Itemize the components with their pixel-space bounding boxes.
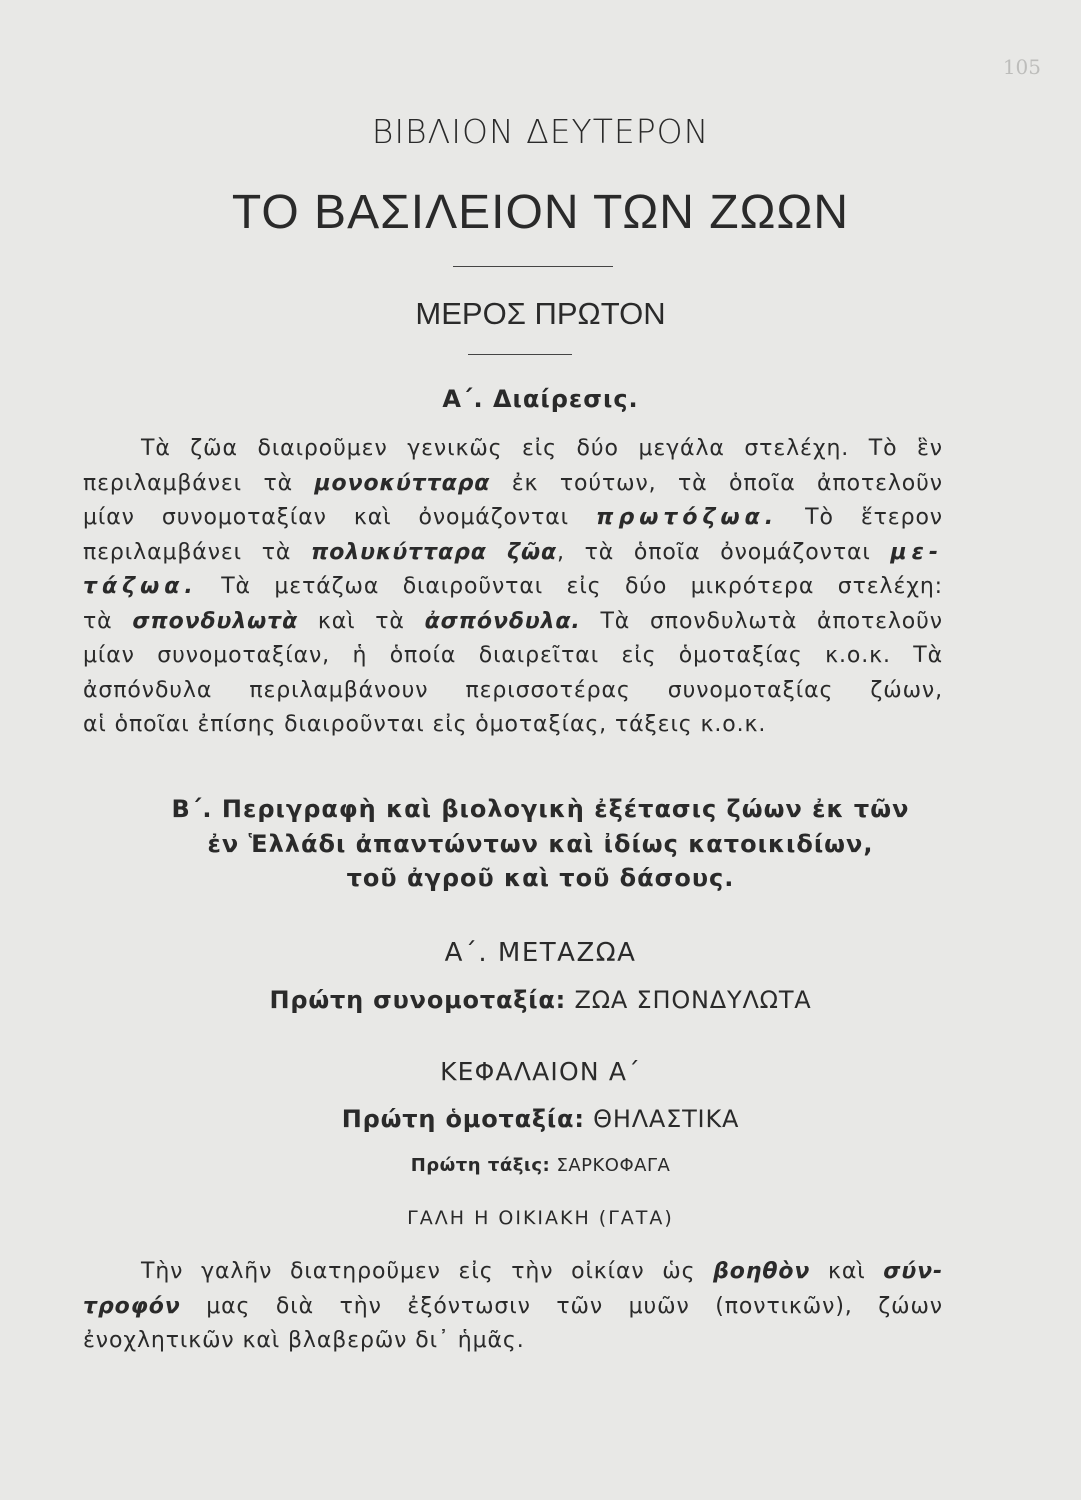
text-line: τὰ σπονδυλωτὰ καὶ τὰ ἀσπόνδυλα. Τὰ σπονδυλωτὰ ἀποτελοῦν xyxy=(83,608,943,634)
class-heading: Πρώτη ὁμοταξία: ΘΗΛΑΣΤΙΚΑ xyxy=(341,1105,740,1133)
chapter-heading: ΚΕΦΑΛΑΙΟΝ Α΄ xyxy=(440,1057,641,1086)
text-line: περιλαμβάνει τὰ πολυκύτταρα ζῶα, τὰ ὁποῖα ὀνομάζονται με- xyxy=(83,539,944,565)
text-line: περιλαμβάνει τὰ μονοκύτταρα ἐκ τούτων, τὰ ὁποῖα ἀποτελοῦν xyxy=(83,470,943,496)
page-number: 105 xyxy=(1002,55,1041,79)
cat-paragraph xyxy=(83,1255,943,1359)
divider-rule xyxy=(468,354,572,355)
animal-title: ΓΑΛΗ Η ΟΙΚΙΑΚΗ (ΓΑΤΑ) xyxy=(407,1207,674,1229)
division-paragraph xyxy=(83,432,943,743)
section-b-heading: Β΄. Περιγραφὴ καὶ βιολογικὴ ἐξέτασις ζώων ἐκ τῶν ἐν Ἑλλάδι ἀπαντώντων καὶ ἰδίως κατοικιδίων, τοῦ ἀγροῦ καὶ τοῦ δάσους. xyxy=(171,795,910,892)
text-line: αἱ ὁποῖαι ἐπίσης διαιροῦνται εἰς ὁμοταξίας, τάξεις κ.ο.κ. xyxy=(83,712,767,737)
text-line: ἀσπόνδυλα περιλαμβάνουν περισσοτέρας συνομοταξίας ζώων, xyxy=(83,677,943,703)
text-line: μίαν συνομοταξίαν καὶ ὀνομάζονται πρωτόζωα. Τὸ ἕτερον xyxy=(83,505,943,530)
text-line: ἐνοχλητικῶν καὶ βλαβερῶν δι᾽ ἡμᾶς. xyxy=(83,1328,525,1353)
kingdom-title: ΤΟ ΒΑΣΙΛΕΙΟΝ ΤΩΝ ΖΩΩΝ xyxy=(231,186,850,239)
order-heading: Πρώτη τάξις: ΣΑΡΚΟΦΑΓΑ xyxy=(410,1155,671,1176)
text-line: Τὴν γαλῆν διατηροῦμεν εἰς τὴν οἰκίαν ὡς βοηθὸν καὶ σύν- xyxy=(141,1259,943,1284)
text-line: τάζωα. Τὰ μετάζωα διαιροῦνται εἰς δύο μικρότερα στελέχη: xyxy=(83,574,943,599)
text-line: τροφόν μας διὰ τὴν ἐξόντωσιν τῶν μυῶν (ποντικῶν), ζώων xyxy=(83,1293,943,1319)
divider-rule xyxy=(453,266,613,267)
metazoa-heading: Α΄. ΜΕΤΑΖΩΑ xyxy=(444,938,637,968)
text-line: μίαν συνομοταξίαν, ἡ ὁποία διαιρεῖται εἰς ὁμοταξίας κ.ο.κ. Τὰ xyxy=(83,643,943,668)
section-a-heading: Α΄. Διαίρεσις. xyxy=(442,385,639,413)
part-title: ΜΕΡΟΣ ΠΡΩΤΟΝ xyxy=(415,296,666,331)
phylum-heading: Πρώτη συνομοταξία: ΖΩΑ ΣΠΟΝΔΥΛΩΤΑ xyxy=(269,986,812,1014)
text-line: Τὰ ζῶα διαιροῦμεν γενικῶς εἰς δύο μεγάλα στελέχη. Τὸ ἓν xyxy=(141,436,943,461)
book-title: ΒΙΒΛΙΟΝ ΔΕΥΤΕΡΟΝ xyxy=(371,112,710,151)
